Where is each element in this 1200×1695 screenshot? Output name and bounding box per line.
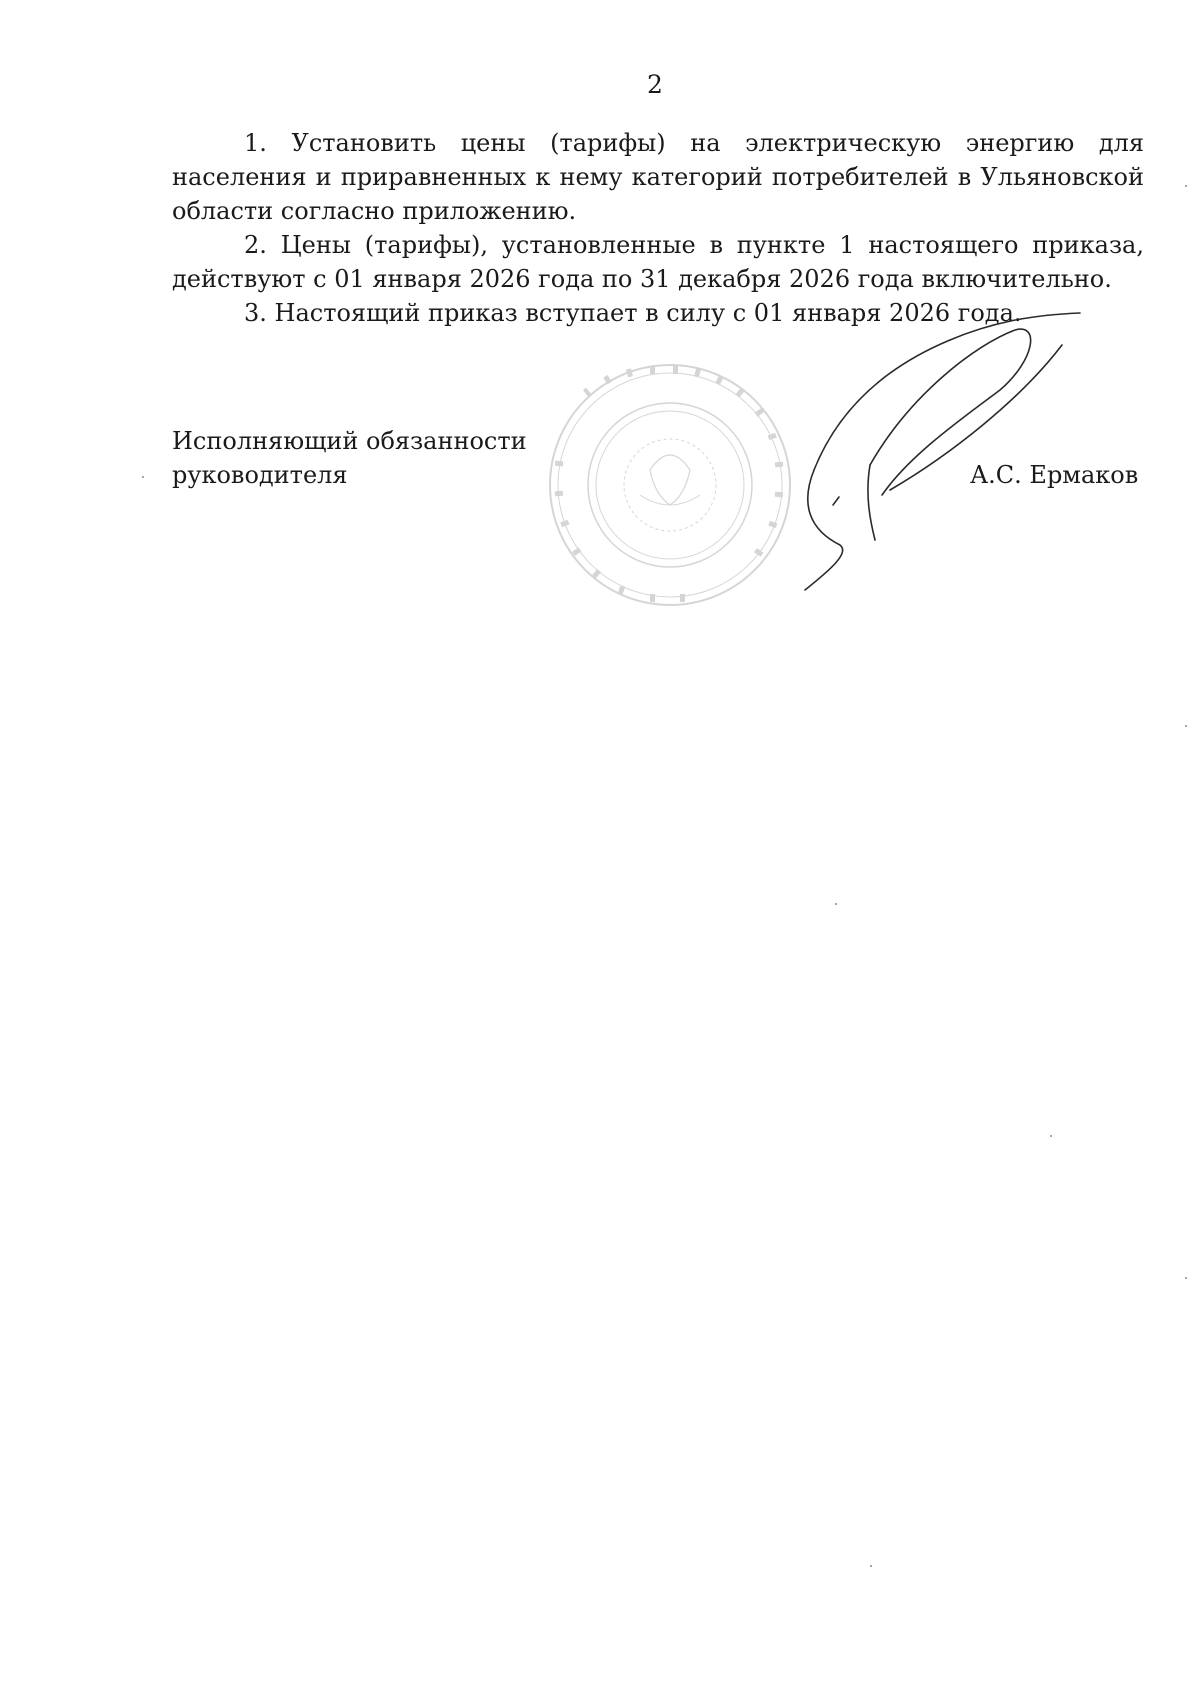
scan-speck <box>142 476 144 478</box>
scan-speck <box>835 903 837 905</box>
signatory-title-line2: руководителя <box>172 461 348 489</box>
scan-speck <box>870 1565 872 1567</box>
signatory-title-line1: Исполняющий обязанности <box>172 427 527 455</box>
order-body <box>172 126 1144 330</box>
paragraph-2: 2. Цены (тарифы), установленные в пункте 1 настоящего приказа, действуют с 01 января 2026 года по 31 декабря 2026 года включительно. <box>172 231 1144 293</box>
paragraph-3: 3. Настоящий приказ вступает в силу с 01 января 2026 года. <box>244 299 1022 327</box>
scan-speck <box>1185 185 1187 187</box>
signatory-name: А.С. Ермаков <box>970 461 1139 489</box>
handwritten-signature <box>800 305 1100 605</box>
paragraph-1: 1. Установить цены (тарифы) на электрическую энергию для населения и приравненных к нему категорий потребителей в Ульяновской области согласно приложению. <box>172 129 1144 225</box>
scan-speck <box>1185 1277 1187 1279</box>
signatory-title <box>172 424 527 492</box>
scan-speck <box>1185 725 1187 727</box>
official-seal-stamp <box>545 360 795 610</box>
page-number: 2 <box>647 70 663 99</box>
scan-speck <box>1050 1135 1052 1137</box>
